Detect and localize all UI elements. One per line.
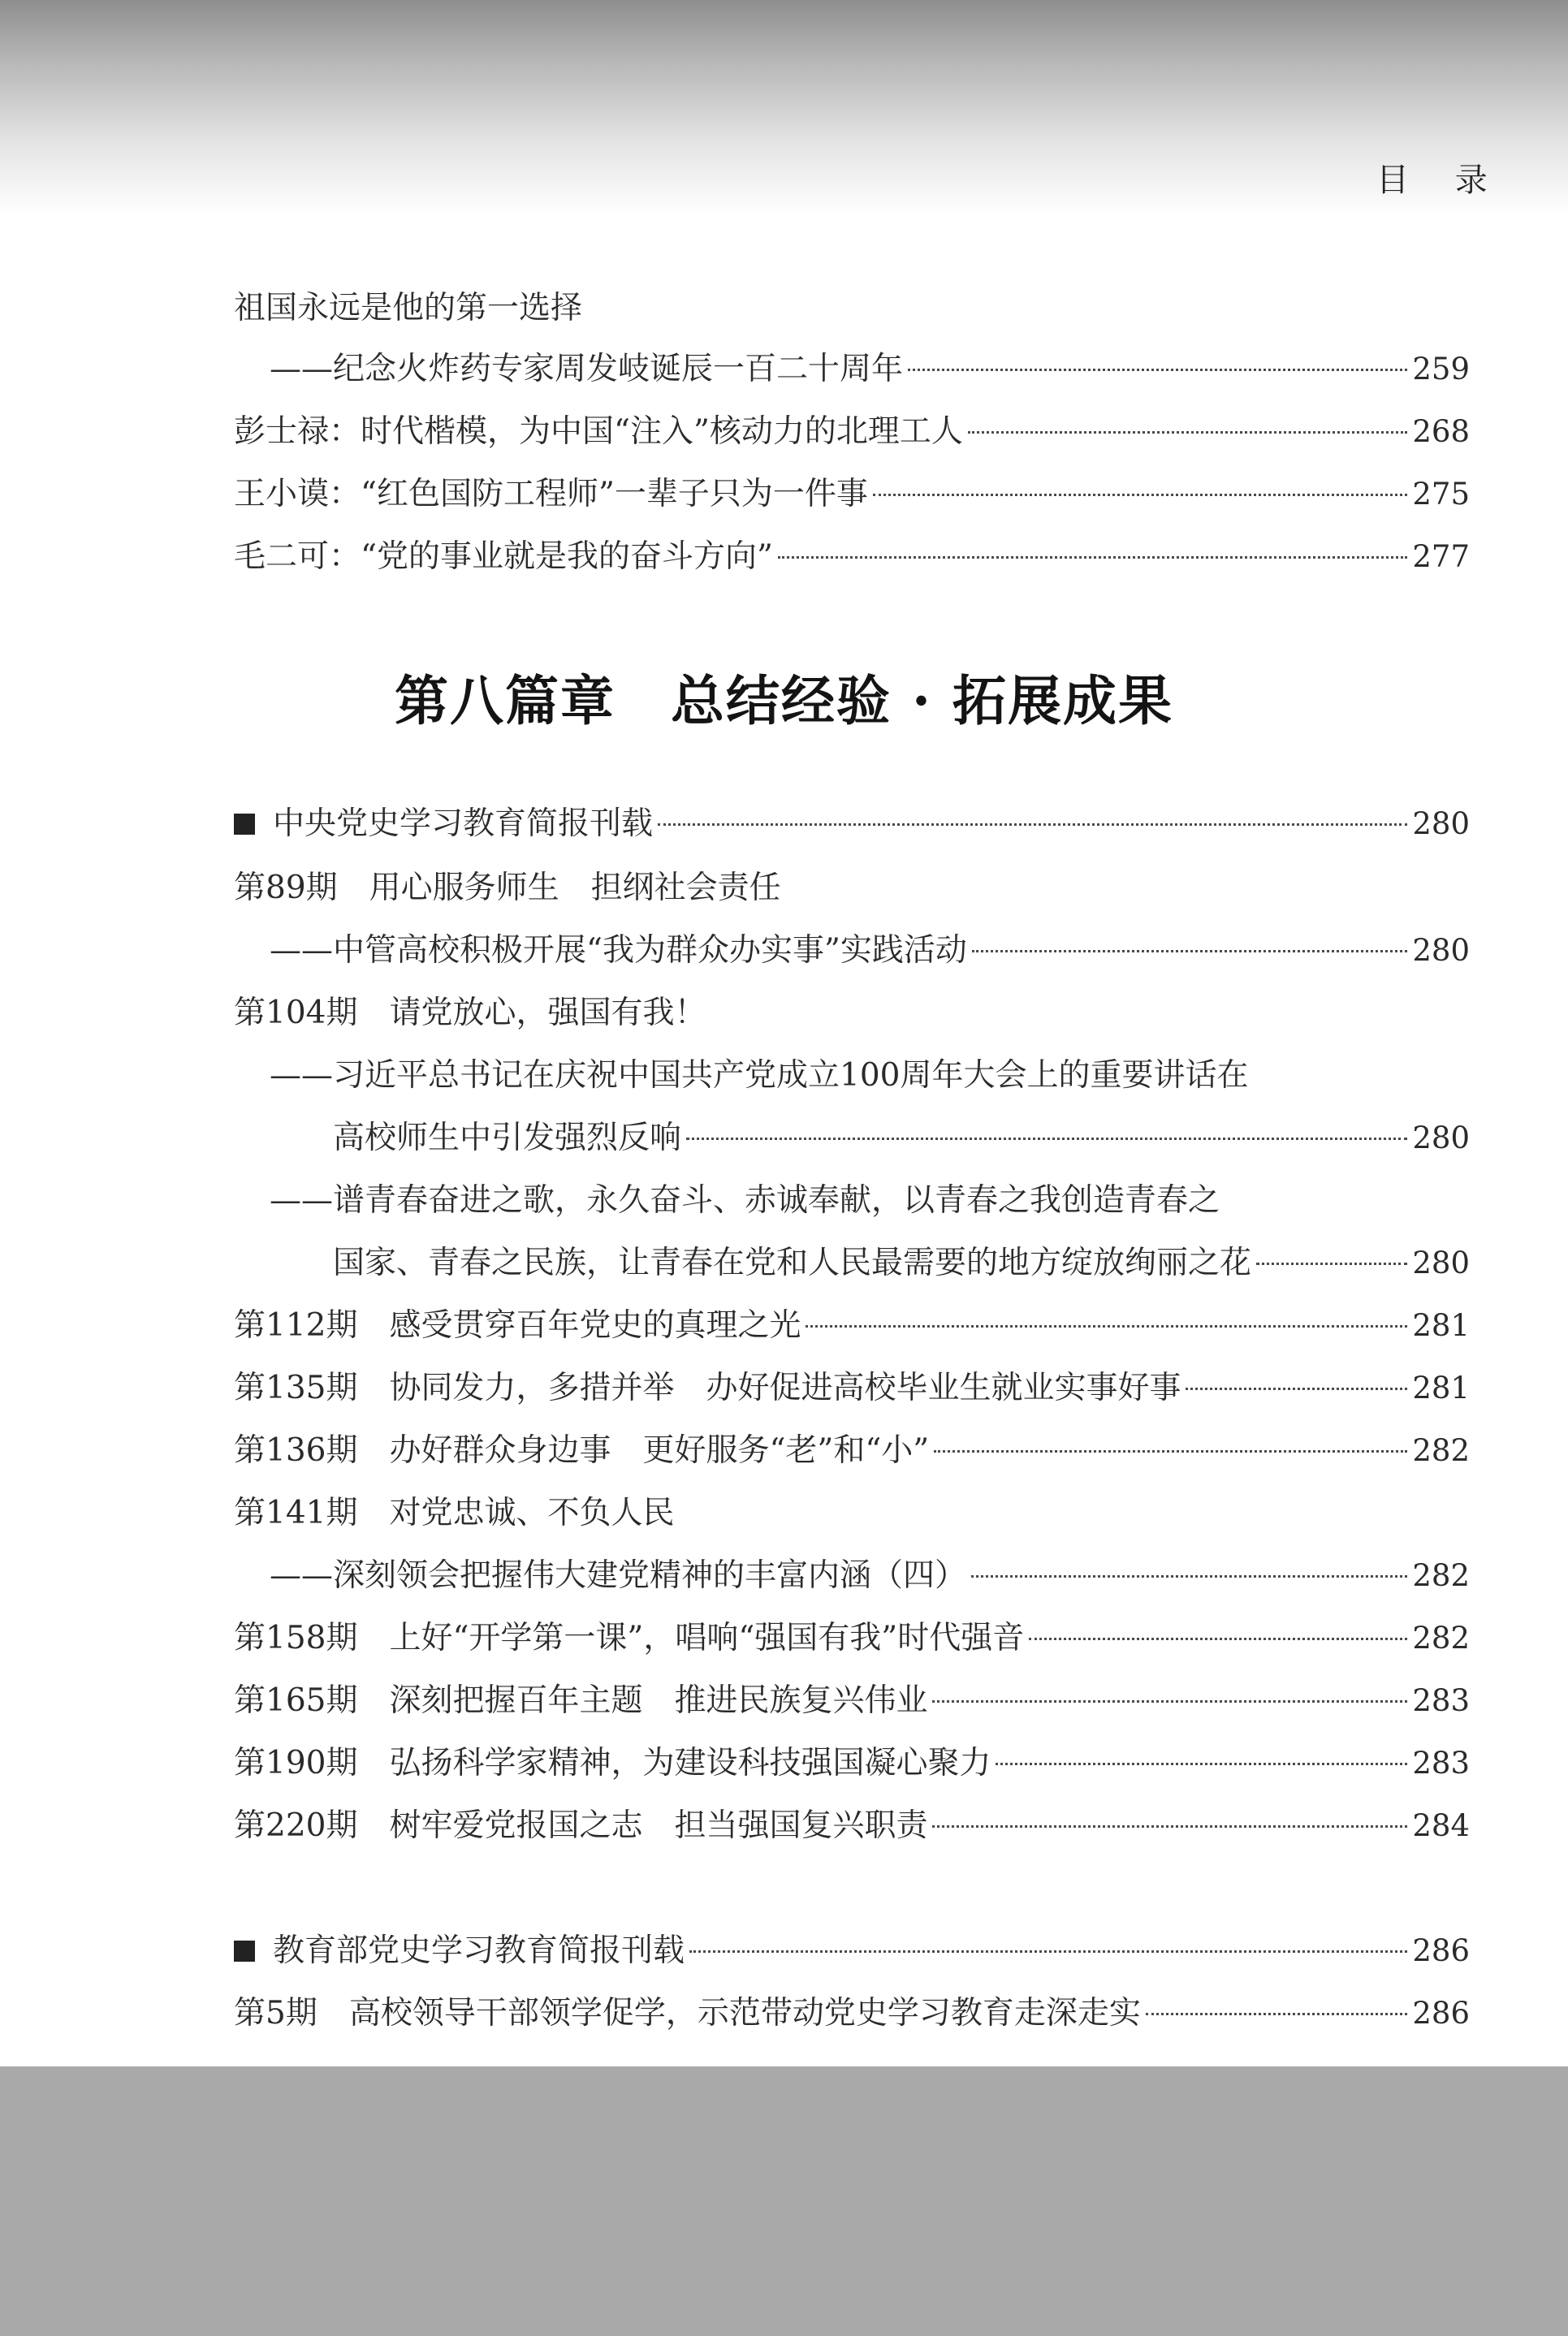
dot-leader: [908, 369, 1407, 371]
dot-leader: [686, 1138, 1407, 1140]
toc-entry: [234, 1427, 1470, 1475]
toc-entry: [234, 284, 1470, 333]
toc-entry-page: 280: [1412, 1121, 1470, 1155]
dot-leader: [968, 431, 1407, 434]
toc-entry: [234, 1614, 1470, 1663]
dot-leader: [1186, 1388, 1407, 1390]
toc-entry: [270, 345, 1470, 394]
toc-entry: [234, 1489, 1470, 1538]
dot-leader: [689, 1950, 1407, 1953]
toc-entry-title: ——纪念火炸药专家周发岐诞辰一百二十周年: [270, 351, 904, 387]
dot-leader: [1146, 2013, 1408, 2015]
toc-entry-title: 第165期 深刻把握百年主题 推进民族复兴伟业: [234, 1682, 928, 1719]
toc-entry-title: 第141期 对党忠诚、不负人民: [234, 1495, 675, 1531]
toc-entry-title: 国家、青春之民族，让青春在党和人民最需要的地方绽放绚丽之花: [333, 1245, 1252, 1281]
toc-entry-title: 第104期 请党放心，强国有我！: [234, 995, 706, 1031]
toc-entry: [234, 1802, 1470, 1850]
chapter-title: 第八篇章 总结经验 · 拓展成果: [395, 669, 1173, 732]
toc-entry-title: ——深刻领会把握伟大建党精神的丰富内涵（四）: [270, 1557, 967, 1594]
toc-entry: [234, 1739, 1470, 1788]
toc-entry-page: 280: [1412, 806, 1470, 841]
toc-entry-page: 268: [1412, 414, 1470, 449]
toc-entry-page: 281: [1412, 1371, 1470, 1405]
toc-entry-title: 王小谟：“红色国防工程师”一辈子只为一件事: [234, 476, 868, 512]
dot-leader: [932, 1825, 1407, 1828]
dot-leader: [934, 1450, 1407, 1453]
dot-leader: [778, 556, 1407, 559]
toc-entry-title: 第136期 办好群众身边事 更好服务“老”和“小”: [234, 1432, 930, 1469]
toc-entry: [234, 1302, 1470, 1350]
dot-leader: [996, 1763, 1407, 1765]
toc-entry-page: 283: [1412, 1746, 1470, 1781]
toc-entry: [270, 1051, 1470, 1100]
toc-entry-page: 282: [1412, 1433, 1470, 1468]
toc-entry-title: 第135期 协同发力，多措并举 办好促进高校毕业生就业实事好事: [234, 1370, 1181, 1406]
toc-entry: [234, 1364, 1470, 1413]
toc-entry: [234, 533, 1470, 581]
dot-leader: [806, 1325, 1407, 1328]
toc-entry-page: 281: [1412, 1308, 1470, 1343]
section-heading-text: 教育部党史学习教育简报刊载: [273, 1932, 685, 1969]
dot-leader: [1029, 1638, 1407, 1640]
toc-entry-page: 280: [1412, 1246, 1470, 1280]
toc-entry-title: 第220期 树牢爱党报国之志 担当强国复兴职责: [234, 1807, 928, 1844]
toc-entry: [270, 1177, 1470, 1225]
toc-entry-title: 第190期 弘扬科学家精神，为建设科技强国凝心聚力: [234, 1745, 991, 1781]
toc-entry-title: 彭士禄：时代楷模，为中国“注入”核动力的北理工人: [234, 413, 963, 450]
section-heading: [234, 800, 1470, 848]
dot-leader: [873, 494, 1407, 496]
toc-entry-title: ——中管高校积极开展“我为群众办实事”实践活动: [270, 932, 967, 969]
toc-entry-title: 第5期 高校领导干部领学促学，示范带动党史学习教育走深走实: [234, 1995, 1141, 2032]
toc-entry-page: 280: [1412, 933, 1470, 968]
toc-entry: [234, 1677, 1470, 1725]
dot-leader: [971, 1575, 1407, 1578]
toc-entry-page: 284: [1412, 1808, 1470, 1843]
toc-entry-title: 第158期 上好“开学第一课”，唱响“强国有我”时代强音: [234, 1620, 1025, 1656]
toc-entry: [234, 864, 1470, 913]
running-head: 目 录: [1376, 162, 1505, 199]
section-heading: [234, 1927, 1470, 1975]
toc-entry-title: 毛二可：“党的事业就是我的奋斗方向”: [234, 538, 773, 575]
toc-entry-title: 第89期 用心服务师生 担纲社会责任: [234, 870, 781, 906]
toc-entry-page: 259: [1412, 352, 1470, 386]
top-gray-band: [0, 0, 1568, 215]
toc-entry: [234, 470, 1470, 519]
toc-entry-title: 祖国永远是他的第一选择: [234, 290, 583, 326]
toc-entry-page: 275: [1412, 477, 1470, 512]
toc-entry: [333, 1239, 1470, 1288]
toc-entry-title: ——习近平总书记在庆祝中国共产党成立100周年大会上的重要讲话在: [270, 1057, 1249, 1094]
square-bullet-icon: [234, 1941, 255, 1962]
toc-entry: [234, 1989, 1470, 2038]
square-bullet-icon: [234, 814, 255, 835]
toc-entry-page: 286: [1412, 1996, 1470, 2031]
dot-leader: [932, 1700, 1407, 1703]
bottom-gray-band: [0, 2066, 1568, 2336]
toc-entry-title: 第112期 感受贯穿百年党史的真理之光: [234, 1307, 801, 1344]
toc-entry: [270, 926, 1470, 975]
toc-entry: [234, 408, 1470, 456]
dot-leader: [1256, 1263, 1407, 1265]
section-heading-text: 中央党史学习教育简报刊载: [273, 805, 654, 842]
dot-leader: [972, 950, 1407, 952]
toc-entry-page: 286: [1412, 1933, 1470, 1968]
toc-entry: [270, 1552, 1470, 1600]
toc-entry-page: 282: [1412, 1621, 1470, 1656]
toc-entry-page: 283: [1412, 1683, 1470, 1718]
toc-entry-page: 282: [1412, 1558, 1470, 1593]
toc-entry-title: 高校师生中引发强烈反响: [333, 1120, 682, 1156]
dot-leader: [658, 823, 1407, 826]
toc-entry: [333, 1114, 1470, 1163]
toc-entry: [234, 989, 1470, 1038]
toc-entry-title: ——谱青春奋进之歌，永久奋斗、赤诚奉献，以青春之我创造青春之: [270, 1182, 1220, 1219]
toc-entry-page: 277: [1412, 539, 1470, 574]
